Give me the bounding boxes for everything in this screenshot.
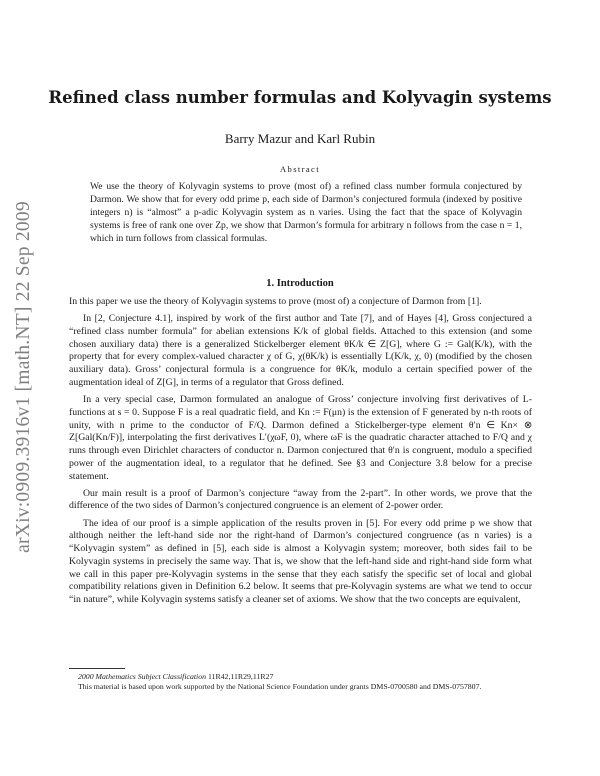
arxiv-sidebar: [6, 180, 42, 575]
arxiv-identifier: arXiv:0909.3916v1 [math.NT] 22 Sep 2009: [13, 201, 34, 553]
footnote-rule: [69, 668, 125, 669]
paragraph: In a very special case, Darmon formulated an analogue of Gross’ conjecture involving first derivatives of L-functions at s = 0. Suppose F is a real quadratic field, and Kn := F(μn) is the extension of F generated by n-th roots of unity, with n prime to the conductor of F/Q. Darmon defined a Stickelberger-type element θ′n ∈ Kn× ⊗ Z[Gal(Kn/F)], interpolating the first derivatives L′(χωF, 0), where ωF is the quadratic character attached to F/Q and χ runs through even Dirichlet characters of conductor n. Darmon conjectured that θ′n is congruent, modulo a specified power of the augmentation ideal, to a regulator that he defined. See §3 and Conjecture 3.8 below for a precise statement.: [69, 394, 532, 482]
funding-footnote: This material is based upon work supported by the National Science Foundation under grants DMS-0700580 and DMS-0757807.: [78, 682, 482, 692]
msc-label: 2000 Mathematics Subject Classification: [78, 672, 206, 681]
footnotes: [69, 672, 532, 693]
msc-codes: 11R42,11R29,11R27: [207, 672, 274, 681]
paragraph: Our main result is a proof of Darmon’s conjecture “away from the 2-part”. In other words, we prove that the difference of the two sides of Darmon’s conjectured congruence is an element of 2-power order.: [69, 487, 532, 512]
paper-title: Refined class number formulas and Kolyvagin systems: [48, 88, 552, 107]
abstract-text: We use the theory of Kolyvagin systems to prove (most of) a refined class number formula conjectured by Darmon. We show that for every odd prime p, each side of Darmon’s conjectured formula (indexed by positive integers n) is “almost” a p-adic Kolyvagin system as n varies. Using the fact that the space of Kolyvagin systems is free of rank one over Zp, we show that Darmon’s formula for arbitrary n follows from the case n = 1, which in turn follows from classical formulas.: [90, 181, 522, 244]
msc-footnote: [69, 672, 532, 682]
paragraph: In [2, Conjecture 4.1], inspired by work of the first author and Tate [7], and of Hayes [4], Gross conjectured a “refined class number formula” for abelian extensions K/k of global fields. Attached to this extension (and some chosen auxiliary data) there is a generalized Stickelberger element θK/k ∈ Z[G], where G := Gal(K/k), with the property that for every complex-valued character χ of G, χ(θK/k) is essentially L(K/k, χ, 0) (modified by the chosen auxiliary data). Gross’ conjectural formula is a congruence for θK/k, modulo a certain specified power of the augmentation ideal of Z[G], in terms of a regulator that Gross defined.: [69, 313, 532, 388]
section-heading-introduction: 1. Introduction: [266, 278, 334, 289]
paragraph: The idea of our proof is a simple application of the results proven in [5]. For every odd prime p we show that although neither the left-hand side nor the right-hand of Darmon’s conjectured congruence (as n varies) is a “Kolyvagin system” as defined in [5], each side is almost a Kolyvagin system; moreover, both sides fail to be Kolyvagin systems in precisely the same way. That is, we show that the left-hand side and right-hand side form what we call in this paper pre-Kolyvagin systems in the sense that they each satisfy the specific set of local and global compatibility relations given in Definition 6.2 below. It seems that pre-Kolyvagin systems are what we tend to occur “in nature”, while Kolyvagin systems satisfy a cleaner set of axioms. We show that the two concepts are equivalent,: [69, 517, 532, 606]
authors: Barry Mazur and Karl Rubin: [224, 131, 376, 146]
abstract-heading: Abstract: [280, 164, 320, 174]
introduction-body: [69, 296, 532, 611]
paragraph: In this paper we use the theory of Kolyvagin systems to prove (most of) a conjecture of Darmon from [1].: [69, 296, 482, 307]
